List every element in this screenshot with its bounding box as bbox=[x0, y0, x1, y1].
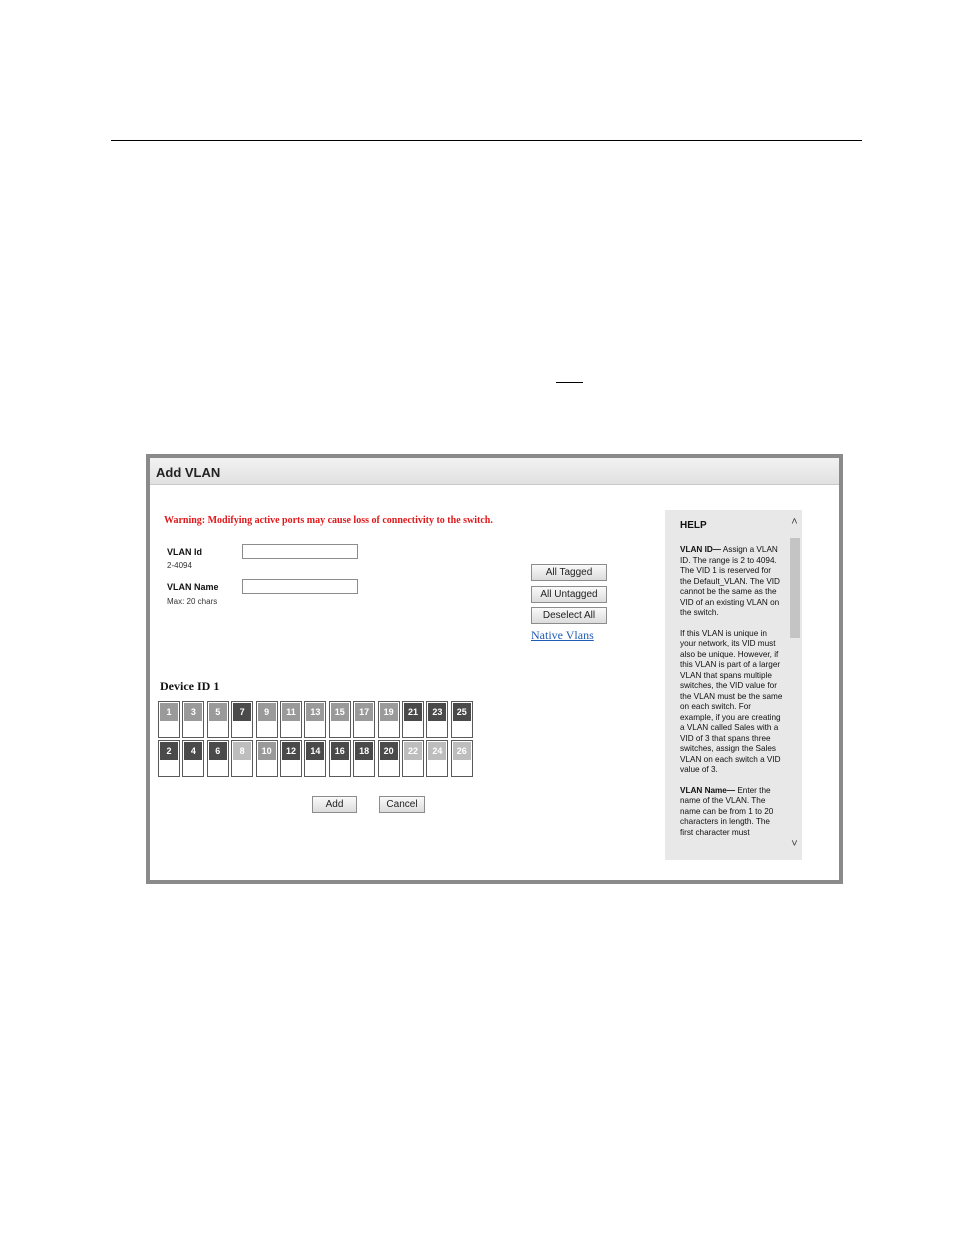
port-number: 6 bbox=[209, 742, 227, 760]
device-title: Device ID 1 bbox=[160, 679, 220, 693]
port-number: 24 bbox=[428, 742, 446, 760]
port-number: 14 bbox=[306, 742, 324, 760]
port-number: 26 bbox=[453, 742, 471, 760]
port-12[interactable] bbox=[280, 740, 302, 777]
cancel-button[interactable]: Cancel bbox=[379, 796, 425, 813]
scrollbar-thumb[interactable] bbox=[790, 538, 800, 638]
help-text: If this VLAN is unique in your network, its VID must also be unique. However, if this VLAN is part of a larger VLAN that spans multiple switches, the VID value for the VLAN must be the same on each switch. For example, if you are creating a VLAN called Sales with a VID of 3 that spans three switches, assign the Sales VLAN on each switch a VID value of 3. bbox=[680, 628, 783, 774]
port-10[interactable] bbox=[256, 740, 278, 777]
port-number: 2 bbox=[160, 742, 178, 760]
port-number: 3 bbox=[184, 703, 202, 721]
port-14[interactable] bbox=[304, 740, 326, 777]
vlan-name-hint: Max: 20 chars bbox=[167, 597, 218, 606]
port-number: 18 bbox=[355, 742, 373, 760]
port-number: 17 bbox=[355, 703, 373, 721]
port-number: 21 bbox=[404, 703, 422, 721]
help-paragraph bbox=[680, 786, 783, 839]
all-tagged-button[interactable]: All Tagged bbox=[531, 564, 607, 581]
port-8[interactable] bbox=[231, 740, 253, 777]
port-22[interactable] bbox=[402, 740, 424, 777]
port-number: 4 bbox=[184, 742, 202, 760]
native-vlans-link[interactable]: Native Vlans bbox=[531, 628, 594, 642]
port-11[interactable] bbox=[280, 701, 302, 738]
help-text: Assign a VLAN ID. The range is 2 to 4094. The VID 1 is reserved for the Default_VLAN. The VID cannot be the same as the VID of an existing VLAN on the switch. bbox=[680, 545, 780, 617]
port-number: 22 bbox=[404, 742, 422, 760]
port-number: 15 bbox=[331, 703, 349, 721]
port-number: 20 bbox=[380, 742, 398, 760]
port-number: 1 bbox=[160, 703, 178, 721]
port-number: 8 bbox=[233, 742, 251, 760]
help-title: HELP bbox=[680, 520, 707, 531]
all-untagged-button[interactable]: All Untagged bbox=[531, 586, 607, 603]
page-top-rule bbox=[111, 140, 862, 141]
vlan-name-input[interactable] bbox=[242, 579, 358, 594]
add-button[interactable]: Add bbox=[312, 796, 357, 813]
port-number: 13 bbox=[306, 703, 324, 721]
port-20[interactable] bbox=[378, 740, 400, 777]
port-23[interactable] bbox=[426, 701, 448, 738]
port-number: 25 bbox=[453, 703, 471, 721]
window-titlebar bbox=[150, 458, 839, 485]
port-number: 11 bbox=[282, 703, 300, 721]
help-paragraph bbox=[680, 629, 783, 776]
help-scrollbar[interactable] bbox=[787, 510, 802, 860]
port-21[interactable] bbox=[402, 701, 424, 738]
port-1[interactable] bbox=[158, 701, 180, 738]
port-9[interactable] bbox=[256, 701, 278, 738]
vlan-id-hint: 2-4094 bbox=[167, 561, 192, 570]
port-number: 10 bbox=[258, 742, 276, 760]
deselect-all-button[interactable]: Deselect All bbox=[531, 607, 607, 624]
help-text: Enter the name of the VLAN. The name can be from 1 to 20 characters in length. The first character must bbox=[680, 785, 774, 837]
port-19[interactable] bbox=[378, 701, 400, 738]
port-7[interactable] bbox=[231, 701, 253, 738]
port-18[interactable] bbox=[353, 740, 375, 777]
vlan-id-label: VLAN Id bbox=[167, 547, 202, 557]
port-number: 12 bbox=[282, 742, 300, 760]
port-number: 5 bbox=[209, 703, 227, 721]
port-26[interactable] bbox=[451, 740, 473, 777]
port-2[interactable] bbox=[158, 740, 180, 777]
port-24[interactable] bbox=[426, 740, 448, 777]
help-panel bbox=[665, 510, 802, 860]
warning-message: Warning: Modifying active ports may cause loss of connectivity to the switch. bbox=[164, 515, 493, 526]
port-6[interactable] bbox=[207, 740, 229, 777]
port-4[interactable] bbox=[182, 740, 204, 777]
page-short-rule bbox=[556, 382, 583, 383]
port-16[interactable] bbox=[329, 740, 351, 777]
port-number: 7 bbox=[233, 703, 251, 721]
add-vlan-window bbox=[146, 454, 843, 884]
port-15[interactable] bbox=[329, 701, 351, 738]
port-13[interactable] bbox=[304, 701, 326, 738]
port-number: 9 bbox=[258, 703, 276, 721]
port-number: 19 bbox=[380, 703, 398, 721]
help-body bbox=[680, 545, 783, 848]
vlan-id-input[interactable] bbox=[242, 544, 358, 559]
port-number: 16 bbox=[331, 742, 349, 760]
help-paragraph bbox=[680, 545, 783, 619]
help-term: VLAN ID— bbox=[680, 545, 721, 554]
port-5[interactable] bbox=[207, 701, 229, 738]
chevron-down-icon[interactable]: ˅ bbox=[791, 838, 798, 850]
vlan-name-label: VLAN Name bbox=[167, 582, 219, 592]
port-3[interactable] bbox=[182, 701, 204, 738]
port-25[interactable] bbox=[451, 701, 473, 738]
port-number: 23 bbox=[428, 703, 446, 721]
port-17[interactable] bbox=[353, 701, 375, 738]
help-term: VLAN Name— bbox=[680, 785, 736, 795]
window-title: Add VLAN bbox=[156, 465, 221, 480]
chevron-up-icon[interactable]: ˄ bbox=[791, 516, 798, 528]
